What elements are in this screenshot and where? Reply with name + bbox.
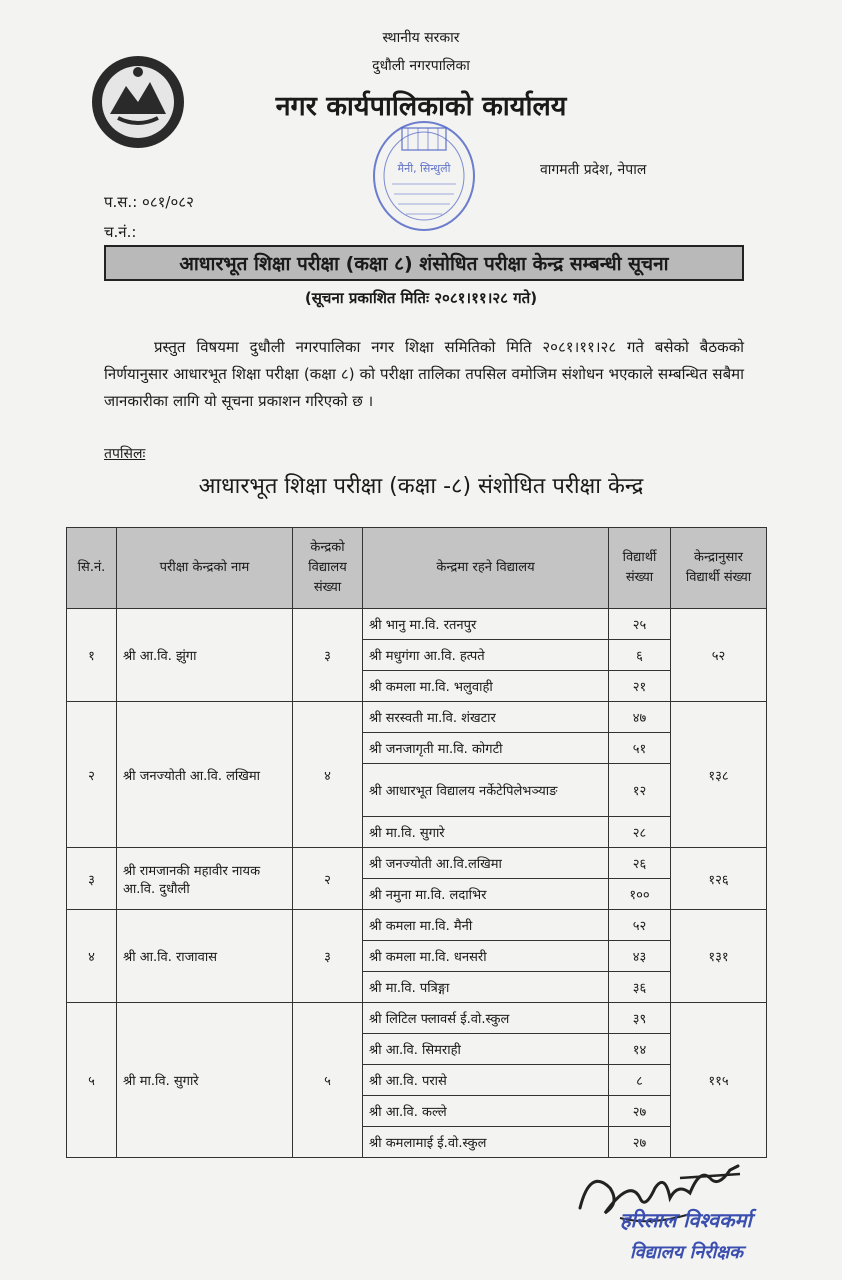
table-row [67,848,767,879]
header-center-total-line2: विद्यार्थी संख्या [685,570,752,585]
row-center-total: १३८ [671,702,767,848]
table-row [67,1003,767,1034]
header-schools: केन्द्रमा रहने विद्यालय [363,528,609,609]
table-row [67,702,767,733]
row-school-count: ४ [293,702,363,848]
header-school-count-line3: संख्या [313,580,342,595]
row-school-name: श्री आ.वि. सिमराही [363,1034,609,1065]
header-school-count-line1: केन्द्रको [310,540,345,555]
row-sn: १ [67,609,117,702]
row-student-count: ५१ [609,733,671,764]
row-center-name: श्री आ.वि. राजावास [117,910,293,1003]
header-school-count [293,528,363,609]
table-row [67,609,767,640]
row-school-name: श्री जनज्योती आ.वि.लखिमा [363,848,609,879]
row-sn: ४ [67,910,117,1003]
row-student-count: २७ [609,1127,671,1158]
header-student-count [609,528,671,609]
office-seal-icon [368,116,480,236]
notice-subject [104,245,744,281]
signatory-title: विद्यालय निरीक्षक [630,1242,743,1263]
published-date: (सूचना प्रकाशित मितिः २०८१।११।२८ गते) [304,289,538,307]
row-school-name: श्री मा.वि. सुगारे [363,817,609,848]
row-student-count: ५२ [609,910,671,941]
signatory-name: हरिलाल विश्वकर्मा [620,1208,752,1232]
header-student-count-line1: विद्यार्थी [622,550,657,565]
row-school-count: ३ [293,910,363,1003]
row-center-name: श्री मा.वि. सुगारे [117,1003,293,1158]
reference-ps: प.स.: ०८१/०८२ [104,193,194,211]
row-student-count: १२ [609,764,671,817]
reference-chn: च.नं.: [104,223,137,241]
row-school-name: श्री मा.वि. पत्रिङ्गा [363,972,609,1003]
header-sn: सि.नं. [67,528,117,609]
row-school-count: ३ [293,609,363,702]
row-student-count: ३६ [609,972,671,1003]
table-row [67,910,767,941]
row-school-name: श्री आधारभूत विद्यालय नर्केटेपिलेभञ्याङ [363,764,609,817]
row-center-name: श्री जनज्योती आ.वि. लखिमा [117,702,293,848]
row-student-count: २८ [609,817,671,848]
header-center-name: परीक्षा केन्द्रको नाम [117,528,293,609]
row-student-count: ८ [609,1065,671,1096]
row-school-name: श्री मधुगंगा आ.वि. हत्पते [363,640,609,671]
row-school-name: श्री सरस्वती मा.वि. शंखटार [363,702,609,733]
row-school-count: २ [293,848,363,910]
row-center-total: १३१ [671,910,767,1003]
row-student-count: ४३ [609,941,671,972]
row-student-count: १०० [609,879,671,910]
row-sn: ५ [67,1003,117,1158]
row-school-name: श्री कमला मा.वि. धनसरी [363,941,609,972]
header-center-total [671,528,767,609]
row-student-count: २१ [609,671,671,702]
row-school-name: श्री नमुना मा.वि. लदाभिर [363,879,609,910]
row-center-total: १२६ [671,848,767,910]
province-label: वागमती प्रदेश, नेपाल [540,162,647,178]
row-center-total: ५२ [671,609,767,702]
row-student-count: ३९ [609,1003,671,1034]
header-office-title: नगर कार्यपालिकाको कार्यालय [275,91,567,122]
header-school-count-line2: विद्यालय [308,560,347,575]
row-school-name: श्री भानु मा.वि. रतनपुर [363,609,609,640]
row-student-count: ४७ [609,702,671,733]
row-school-name: श्री कमलामाई ई.वो.स्कुल [363,1127,609,1158]
header-municipality-name: दुधौली नगरपालिका [372,58,470,74]
details-label: तपसिलः [104,446,146,462]
notice-body: प्रस्तुत विषयमा दुधौली नगरपालिका नगर शिक्षा समितिको मिति २०८१।११।२८ गते बसेको बैठकको निर्णयानुसार आधारभूत शिक्षा परीक्षा (कक्षा ८) को परीक्षा तालिका तपसिल वमोजिम संशोधन भएकाले सम्बन्धित सबैमा जानकारीका लागि यो सूचना प्रकाशन गरिएको छ । [104,338,744,410]
row-sn: ३ [67,848,117,910]
row-student-count: ६ [609,640,671,671]
row-school-count: ५ [293,1003,363,1158]
header-center-total-line1: केन्द्रानुसार [694,550,743,565]
header-student-count-line2: संख्या [625,570,654,585]
row-school-name: श्री आ.वि. परासे [363,1065,609,1096]
row-student-count: २५ [609,609,671,640]
row-center-name: श्री रामजानकी महावीर नायक आ.वि. दुधौली [117,848,293,910]
notice-subject-text: आधारभूत शिक्षा परीक्षा (कक्षा ८) शंसोधित परीक्षा केन्द्र सम्बन्धी सूचना [179,253,669,275]
row-student-count: २६ [609,848,671,879]
row-school-name: श्री कमला मा.वि. मैनी [363,910,609,941]
row-school-name: श्री लिटिल फ्लावर्स ई.वो.स्कुल [363,1003,609,1034]
row-center-name: श्री आ.वि. झुंगा [117,609,293,702]
row-school-name: श्री आ.वि. कल्ले [363,1096,609,1127]
table-title: आधारभूत शिक्षा परीक्षा (कक्षा -८) संशोधित परीक्षा केन्द्र [198,474,644,499]
row-student-count: २७ [609,1096,671,1127]
row-student-count: १४ [609,1034,671,1065]
table-header-row [67,528,767,609]
exam-centers-table [66,527,767,1158]
header-government-label: स्थानीय सरकार [382,30,460,46]
row-center-total: ११५ [671,1003,767,1158]
row-school-name: श्री कमला मा.वि. भलुवाही [363,671,609,702]
row-sn: २ [67,702,117,848]
row-school-name: श्री जनजागृती मा.वि. कोगटी [363,733,609,764]
seal-text: मैनी, सिन्धुली [397,162,451,175]
